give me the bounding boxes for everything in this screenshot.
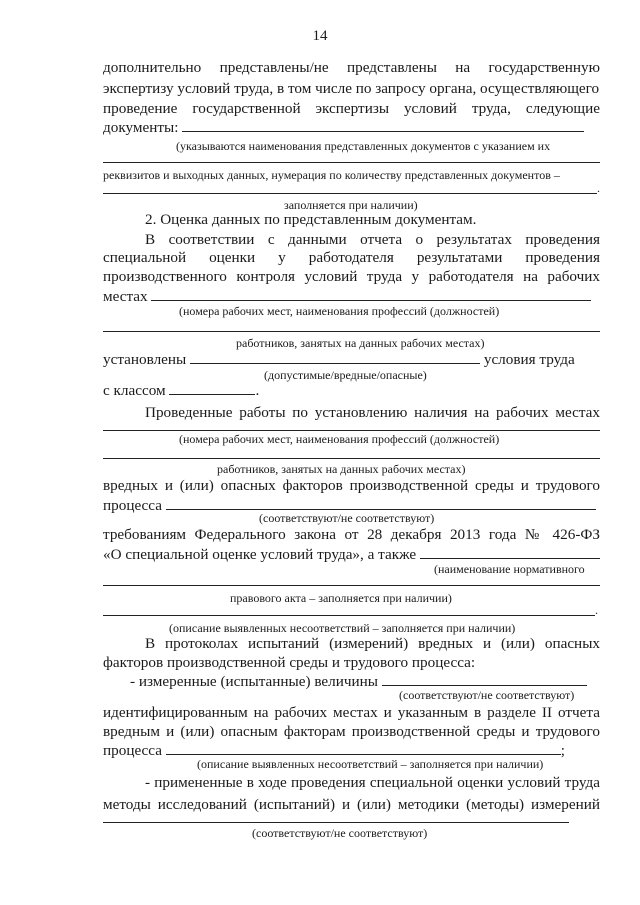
field-caption: (соответствуют/не соответствуют) <box>259 511 435 525</box>
field-caption: работников, занятых на данных рабочих местах) <box>217 462 466 476</box>
text-line: экспертизу условий труда, в том числе по запросу органа, осуществляющего <box>103 80 600 97</box>
text-line: В соответствии с данными отчета о результатах проведения <box>145 231 600 248</box>
text-fragment: документы: <box>103 119 179 136</box>
field-caption: работников, занятых на данных рабочих местах) <box>236 336 485 350</box>
text-line: требованиям Федерального закона от 28 декабря 2013 года № 426-ФЗ <box>103 526 600 543</box>
text-line: методы исследований (испытаний) и (или) методики (методы) измерений <box>103 796 600 813</box>
fill-line <box>190 350 480 364</box>
text-line: В протоколах испытаний (измерений) вредных и (или) опасных <box>145 635 600 652</box>
text-fragment: местах <box>103 288 148 305</box>
fill-line <box>151 287 591 301</box>
text-line: проведение государственной экспертизы условий труда, следующие <box>103 100 600 117</box>
text-fragment: «О специальной оценке условий труда», а также <box>103 546 417 563</box>
fill-line <box>420 545 600 559</box>
fill-line <box>169 381 255 395</box>
text-line: факторов производственной среды и трудового процесса: <box>103 654 476 671</box>
field-caption: (описание выявленных несоответствий – заполняется при наличии) <box>169 621 516 635</box>
fill-line <box>103 615 595 616</box>
field-caption: заполняется при наличии) <box>284 198 418 212</box>
text-fragment: процесса <box>103 742 162 759</box>
field-caption: (соответствуют/не соответствуют) <box>399 688 575 702</box>
fill-line <box>166 741 561 755</box>
text-fragment: с классом <box>103 382 166 399</box>
text-line: специальной оценки у работодателя результатами проведения <box>103 249 600 266</box>
text-fragment: - измеренные (испытанные) величины <box>130 673 378 690</box>
field-caption: (номера рабочих мест, наименования профессий (должностей) <box>179 304 500 318</box>
text-fragment: процесса <box>103 497 162 514</box>
fill-line <box>166 496 596 510</box>
text-line: дополнительно представлены/не представлены на государственную <box>103 59 600 76</box>
field-caption: (наименование нормативного <box>434 562 585 576</box>
field-caption: (соответствуют/не соответствуют) <box>252 826 428 840</box>
punctuation: . <box>255 382 260 399</box>
text-fragment: условия труда <box>483 351 575 368</box>
punctuation: . <box>595 603 598 617</box>
text-fragment: установлены <box>103 351 187 368</box>
text-line: идентифицированным на рабочих местах и указанным в разделе II отчета <box>103 704 600 721</box>
fill-line <box>182 118 584 132</box>
punctuation: ; <box>560 742 566 759</box>
page-number: 14 <box>312 28 328 44</box>
section-heading: 2. Оценка данных по представленным документам. <box>145 211 477 228</box>
field-caption: реквизитов и выходных данных, нумерация по количеству представленных документов – <box>103 168 560 182</box>
punctuation: . <box>597 181 600 195</box>
text-line: Проведенные работы по установлению наличия на рабочих местах <box>145 404 600 421</box>
field-caption: (номера рабочих мест, наименования профессий (должностей) <box>179 432 500 446</box>
text-line <box>103 350 600 369</box>
fill-line <box>382 672 587 686</box>
field-caption: правового акта – заполняется при наличии) <box>230 591 452 605</box>
text-line <box>103 118 600 137</box>
text-line: производственного контроля условий труда у работодателя на рабочих <box>103 268 600 285</box>
fill-line <box>103 331 600 332</box>
text-line: вредных и (или) опасных факторов производственной среды и трудового <box>103 477 600 494</box>
fill-line <box>103 193 597 194</box>
fill-line <box>103 162 600 163</box>
text-line: вредным и (или) опасным факторам производственной среды и трудового <box>103 723 600 740</box>
fill-line <box>103 585 600 586</box>
fill-line <box>103 458 600 459</box>
fill-line <box>103 430 600 431</box>
text-line <box>103 381 600 400</box>
field-caption: (описание выявленных несоответствий – заполняется при наличии) <box>197 757 544 771</box>
field-caption: (указываются наименования представленных документов с указанием их <box>176 139 551 153</box>
fill-line <box>103 822 569 823</box>
text-line: - примененные в ходе проведения специальной оценки условий труда <box>145 774 600 791</box>
field-caption: (допустимые/вредные/опасные) <box>264 368 427 382</box>
